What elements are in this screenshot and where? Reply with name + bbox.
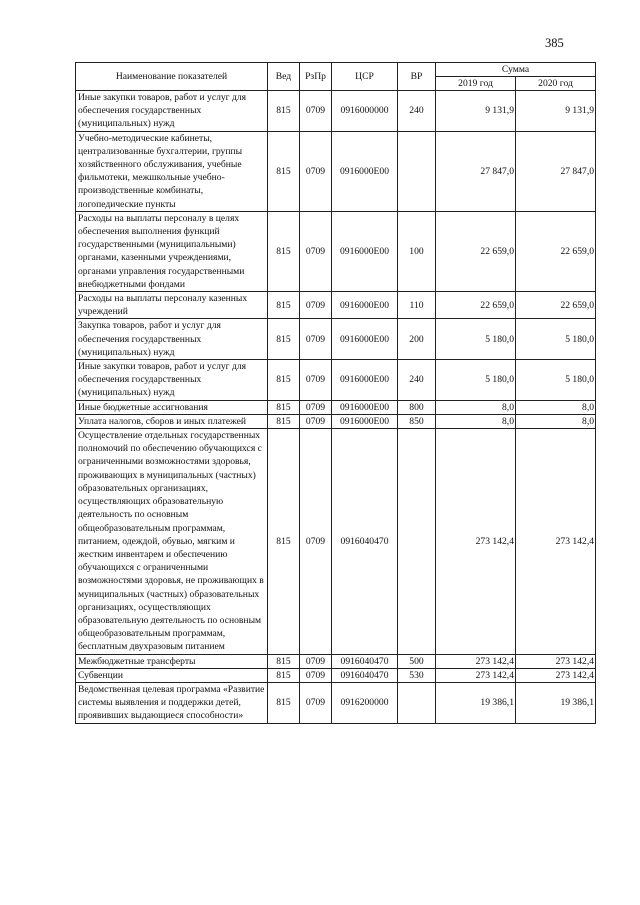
row-amount-2020: 8,0	[516, 414, 596, 428]
row-rzpr: 0709	[300, 91, 332, 132]
row-amount-2019: 22 659,0	[436, 292, 516, 319]
row-name: Учебно-методические кабинеты, централизованные бухгалтерии, группы хозяйственного обслуживания, учебные фильмотеки, межшкольные учебно-производственные комбинаты, логопедические пункты	[76, 131, 268, 211]
row-amount-2020: 8,0	[516, 400, 596, 414]
row-name: Межбюджетные трансферты	[76, 654, 268, 668]
row-amount-2020: 22 659,0	[516, 292, 596, 319]
table-row	[76, 414, 596, 428]
row-ved: 815	[268, 292, 300, 319]
row-rzpr: 0709	[300, 682, 332, 723]
row-name: Расходы на выплаты персоналу казенных учреждений	[76, 292, 268, 319]
row-vr: 240	[398, 360, 436, 401]
table-row	[76, 429, 596, 654]
row-name: Ведомственная целевая программа «Развитие системы выявления и поддержки детей, проявивших выдающиеся способности»	[76, 682, 268, 723]
row-vr: 850	[398, 414, 436, 428]
row-amount-2020: 19 386,1	[516, 682, 596, 723]
table-row	[76, 668, 596, 682]
header-year-2020: 2020 год	[516, 77, 596, 91]
header-ved: Вед	[268, 63, 300, 91]
header-rzpr: РзПр	[300, 63, 332, 91]
row-ved: 815	[268, 682, 300, 723]
row-vr: 530	[398, 668, 436, 682]
row-name: Иные закупки товаров, работ и услуг для обеспечения государственных (муниципальных) нужд	[76, 91, 268, 132]
table-body	[76, 91, 596, 724]
row-ved: 815	[268, 429, 300, 654]
row-rzpr: 0709	[300, 360, 332, 401]
header-csr: ЦСР	[332, 63, 398, 91]
row-csr: 0916000Е00	[332, 211, 398, 291]
table-row	[76, 211, 596, 291]
row-amount-2020: 5 180,0	[516, 319, 596, 360]
row-vr	[398, 131, 436, 211]
row-csr: 0916000Е00	[332, 319, 398, 360]
row-amount-2020: 273 142,4	[516, 654, 596, 668]
row-amount-2019: 8,0	[436, 414, 516, 428]
row-csr: 0916040470	[332, 429, 398, 654]
table-row	[76, 682, 596, 723]
row-ved: 815	[268, 211, 300, 291]
row-rzpr: 0709	[300, 211, 332, 291]
row-rzpr: 0709	[300, 131, 332, 211]
row-csr: 0916000Е00	[332, 131, 398, 211]
budget-table	[75, 62, 596, 724]
row-vr: 110	[398, 292, 436, 319]
row-name: Иные бюджетные ассигнования	[76, 400, 268, 414]
row-ved: 815	[268, 131, 300, 211]
row-amount-2020: 27 847,0	[516, 131, 596, 211]
row-ved: 815	[268, 654, 300, 668]
row-ved: 815	[268, 668, 300, 682]
table-row	[76, 400, 596, 414]
row-amount-2020: 273 142,4	[516, 429, 596, 654]
row-vr: 100	[398, 211, 436, 291]
header-year-2019: 2019 год	[436, 77, 516, 91]
row-ved: 815	[268, 400, 300, 414]
table-row	[76, 360, 596, 401]
header-name: Наименование показателей	[76, 63, 268, 91]
table-header	[76, 63, 596, 91]
row-ved: 815	[268, 319, 300, 360]
row-vr: 800	[398, 400, 436, 414]
row-rzpr: 0709	[300, 292, 332, 319]
row-rzpr: 0709	[300, 654, 332, 668]
row-csr: 0916000Е00	[332, 400, 398, 414]
row-csr: 0916000Е00	[332, 292, 398, 319]
row-amount-2019: 19 386,1	[436, 682, 516, 723]
header-vr: ВР	[398, 63, 436, 91]
row-csr: 0916040470	[332, 654, 398, 668]
row-name: Уплата налогов, сборов и иных платежей	[76, 414, 268, 428]
row-amount-2019: 27 847,0	[436, 131, 516, 211]
row-name: Закупка товаров, работ и услуг для обеспечения государственных (муниципальных) нужд	[76, 319, 268, 360]
row-csr: 0916000000	[332, 91, 398, 132]
page-number: 385	[545, 36, 564, 50]
row-name: Иные закупки товаров, работ и услуг для обеспечения государственных (муниципальных) нужд	[76, 360, 268, 401]
row-amount-2019: 8,0	[436, 400, 516, 414]
row-csr: 0916040470	[332, 668, 398, 682]
row-amount-2019: 273 142,4	[436, 654, 516, 668]
row-csr: 0916000Е00	[332, 414, 398, 428]
row-rzpr: 0709	[300, 400, 332, 414]
row-amount-2020: 22 659,0	[516, 211, 596, 291]
row-rzpr: 0709	[300, 668, 332, 682]
row-vr: 240	[398, 91, 436, 132]
row-amount-2019: 9 131,9	[436, 91, 516, 132]
row-vr	[398, 429, 436, 654]
table-row	[76, 292, 596, 319]
row-name: Осуществление отдельных государственных полномочий по обеспечению обучающихся с ограниченными возможностями здоровья, проживающих в муниципальных (частных) образовательных организациях, осуществляющих образовательную деятельность по основным общеобразовательным программам, питанием, одеждой, обувью, мягким и жестким инвентарем и обеспечению обучающихся с ограниченными возможностями здоровья, не проживающих в муниципальных (частных) образовательных организациях, осуществляющих образовательную деятельность по основным общеобразовательным программам, бесплатным двухразовым питанием	[76, 429, 268, 654]
row-amount-2019: 22 659,0	[436, 211, 516, 291]
table-row	[76, 91, 596, 132]
row-amount-2019: 5 180,0	[436, 319, 516, 360]
table-row	[76, 319, 596, 360]
row-rzpr: 0709	[300, 414, 332, 428]
row-amount-2020: 9 131,9	[516, 91, 596, 132]
row-amount-2019: 5 180,0	[436, 360, 516, 401]
row-vr: 500	[398, 654, 436, 668]
row-name: Субвенции	[76, 668, 268, 682]
row-name: Расходы на выплаты персоналу в целях обеспечения выполнения функций государственными (муниципальными) органами, казенными учреждениями, органами управления государственными внебюджетными фондами	[76, 211, 268, 291]
row-ved: 815	[268, 414, 300, 428]
row-amount-2019: 273 142,4	[436, 429, 516, 654]
row-csr: 0916200000	[332, 682, 398, 723]
row-amount-2019: 273 142,4	[436, 668, 516, 682]
row-ved: 815	[268, 360, 300, 401]
row-rzpr: 0709	[300, 319, 332, 360]
row-vr	[398, 682, 436, 723]
row-vr: 200	[398, 319, 436, 360]
table-row	[76, 131, 596, 211]
table-row	[76, 654, 596, 668]
row-csr: 0916000Е00	[332, 360, 398, 401]
row-amount-2020: 5 180,0	[516, 360, 596, 401]
row-amount-2020: 273 142,4	[516, 668, 596, 682]
row-rzpr: 0709	[300, 429, 332, 654]
header-sum: Сумма	[436, 63, 596, 77]
row-ved: 815	[268, 91, 300, 132]
